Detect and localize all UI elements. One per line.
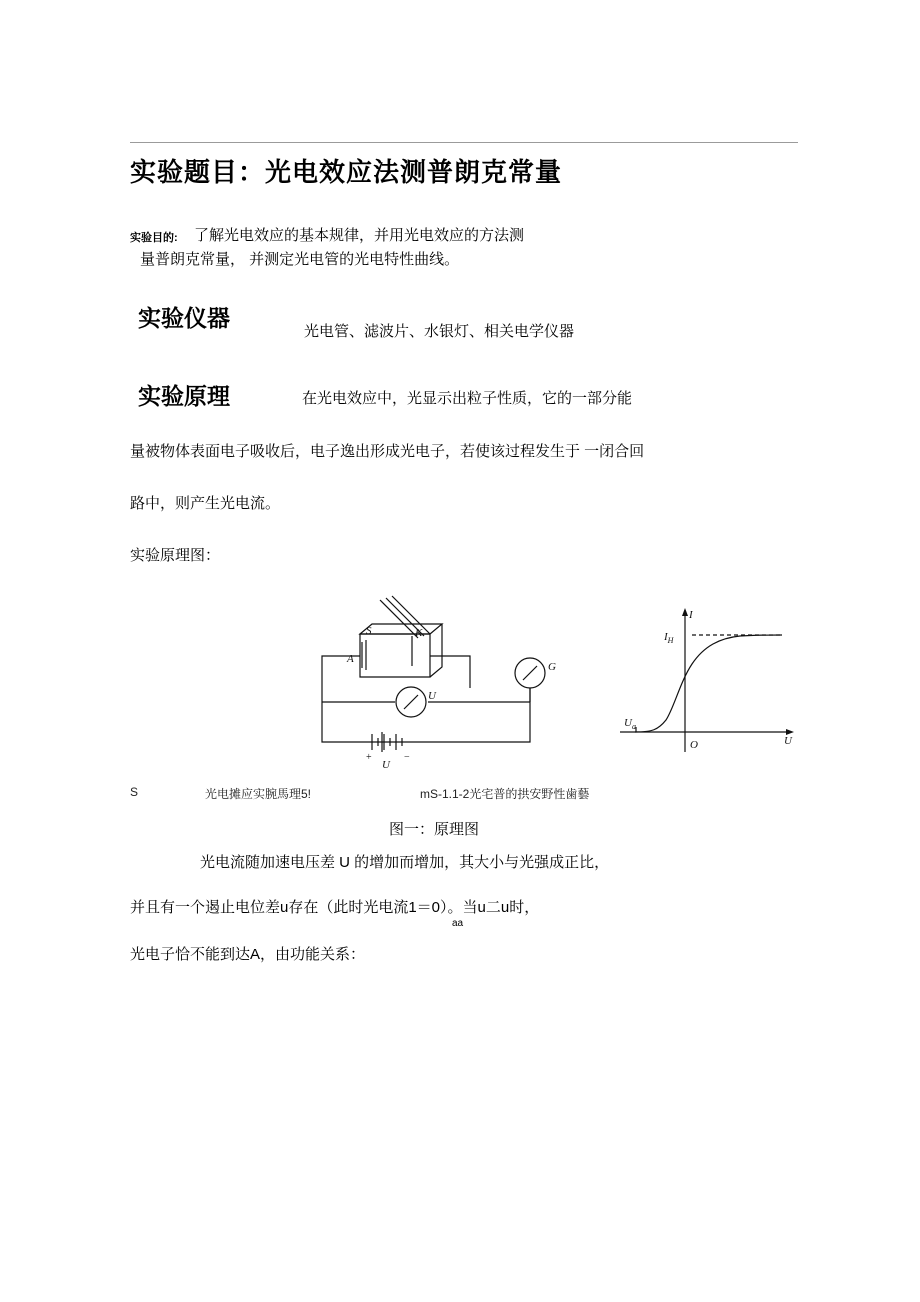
figure-label-k: K: [415, 627, 423, 639]
figure-caption-right: mS-1.1-2光宅普的拱安野性歯藝: [420, 787, 590, 801]
graph-label-u: U: [784, 735, 792, 747]
body-line-1: 光电流随加速电压差 U 的增加而增加，其大小与光强成正比，: [200, 854, 610, 871]
figure-label-minus: −: [404, 752, 410, 763]
figure-svg: [300, 592, 800, 782]
figure-label-a: A: [347, 653, 354, 665]
section-heading-principle: 实验原理: [138, 383, 230, 409]
header-divider: [130, 142, 798, 143]
figure-label-s: S: [366, 625, 372, 637]
principle-figure-label: 实验原理图：: [130, 547, 221, 564]
principle-text-3: 路中，则产生光电流。: [130, 495, 281, 512]
figure-caption-left: 光电摊应实腕馬理5!: [205, 787, 312, 801]
page-title: 实验题目：光电效应法测普朗克常量: [130, 157, 563, 187]
body-line-3: 光电子恰不能到达A，由功能关系：: [130, 946, 366, 963]
figure-label-u-source: U: [382, 759, 390, 771]
purpose-label: 实验目的:: [130, 232, 178, 244]
graph-label-origin: O: [690, 739, 698, 751]
graph-label-i: I: [689, 609, 693, 621]
figure-label-u-meter: U: [428, 690, 436, 702]
figure-title: 图一：原理图: [389, 821, 480, 838]
figure-caption-s: S: [130, 785, 139, 799]
figure-label-plus: +: [366, 752, 372, 763]
principle-text-1: 在光电效应中，光显示出粒子性质，它的一部分能: [302, 390, 633, 407]
graph-label-ih: $I_H$: [664, 631, 674, 645]
body-subscript-aa: aa: [452, 918, 464, 929]
purpose-line-1: 了解光电效应的基本规律，并用光电效应的方法测: [194, 227, 525, 244]
instruments-text: 光电管、滤波片、水银灯、相关电学仪器: [304, 323, 575, 340]
purpose-line-2: 量普朗克常量， 并测定光电管的光电特性曲线。: [140, 251, 460, 268]
figure-label-g: G: [548, 661, 556, 673]
body-line-2: 并且有一个遏止电位差u存在（此时光电流1＝0）。当u二u时，: [130, 899, 540, 916]
principle-text-2: 量被物体表面电子吸收后，电子逸出形成光电子，若使该过程发生于 一闭合回: [130, 443, 645, 460]
experiment-figure: [300, 592, 800, 782]
graph-label-ua: $U_a$: [624, 717, 636, 731]
section-heading-instruments: 实验仪器: [138, 305, 230, 331]
